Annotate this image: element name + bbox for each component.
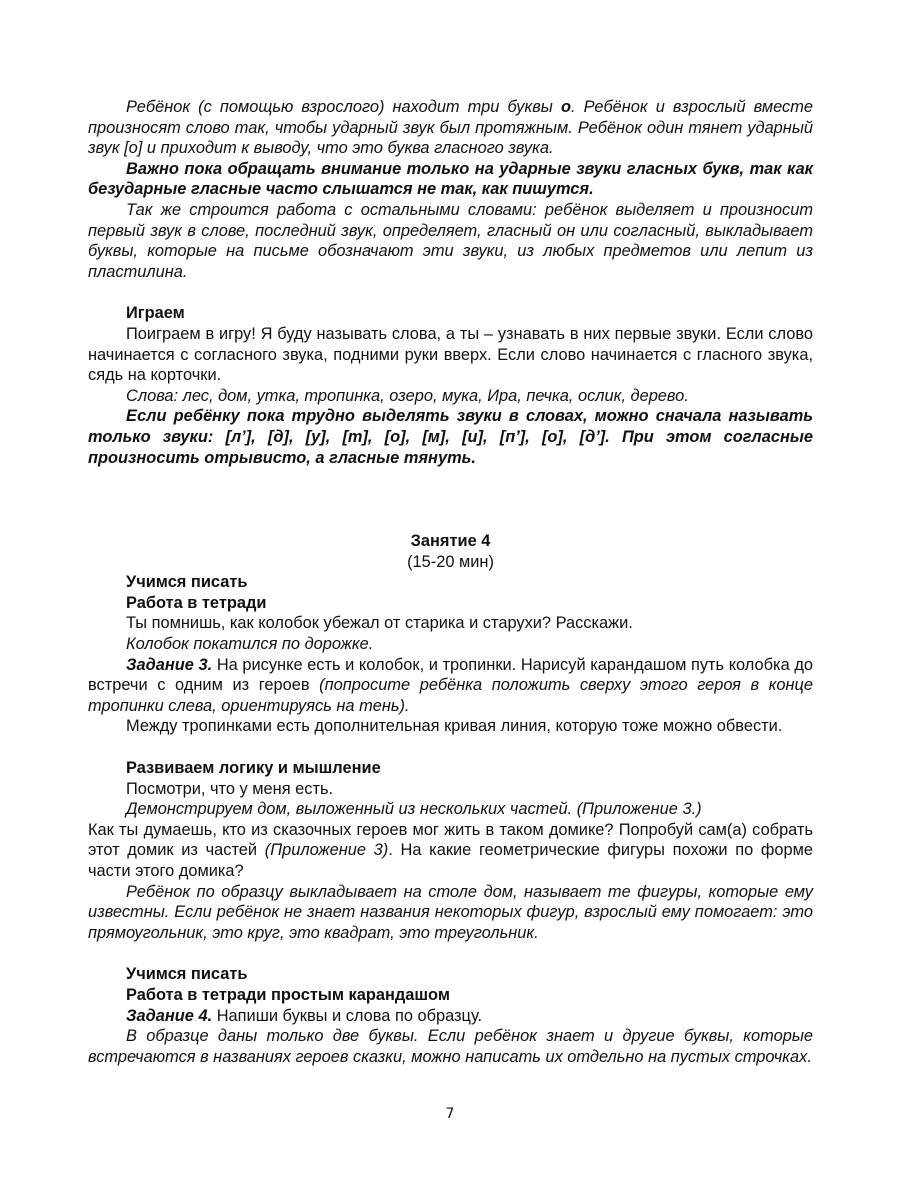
lesson-duration: (15-20 мин)	[407, 552, 494, 571]
paragraph-stress-note: Важно пока обращать внимание только на ударные звуки гласных букв, так как безударные гласные часто слышатся не так, как пишутся.	[88, 159, 813, 199]
paragraph-kolobok-road: Колобок покатился по дорожке.	[126, 635, 374, 654]
page-content	[88, 97, 813, 1067]
paragraph-demonstrate-house: Демонстрируем дом, выложенный из нескольких частей. (Приложение 3.)	[126, 800, 702, 819]
heading-learn-to-write: Учимся писать	[126, 573, 248, 592]
subheading-pencil-work: Работа в тетради простым карандашом	[126, 985, 450, 1004]
paragraph-look: Посмотри, что у меня есть.	[126, 779, 334, 798]
paragraph-extra-line: Между тропинками есть дополнительная кривая линия, которую тоже можно обвести.	[126, 717, 783, 736]
paragraph-word-list: Слова: лес, дом, утка, тропинка, озеро, мука, Ира, печка, ослик, дерево.	[126, 386, 689, 405]
subheading-notebook-work: Работа в тетради	[126, 593, 267, 612]
paragraph-task-3: Задание 3. На рисунке есть и колобок, и тропинки. Нарисуй карандашом путь колобка до встречи с одним из героев (попросите ребёнка положить сверху этого героя в конце тропинки слева, ориентируясь на тень).	[88, 655, 814, 715]
lesson-title: Занятие 4	[410, 532, 491, 551]
paragraph-play-instructions: Поиграем в игру! Я буду называть слова, а ты – узнавать в них первые звуки. Если слово начинается с согласного звука, подними руки вверх. Если слово начинается с гласного звука, сядь на корточки.	[88, 324, 813, 385]
heading-learn-to-write-2: Учимся писать	[126, 965, 248, 984]
page-number: 7	[445, 1106, 455, 1122]
paragraph-house-question: Как ты думаешь, кто из сказочных героев мог жить в таком домике? Попробуй сам(а) собрать этот домик из частей (Приложение 3). На какие геометрические фигуры похожи по форме части этого домика?	[88, 820, 813, 880]
heading-logic: Развиваем логику и мышление	[126, 759, 381, 778]
paragraph-sample-letters: В образце даны только две буквы. Если ребёнок знает и другие буквы, которые встречаются в названиях героев сказки, можно написать их отдельно на пустых строчках.	[88, 1027, 813, 1066]
paragraph-other-words: Так же строится работа с остальными словами: ребёнок выделяет и произносит первый звук в слове, последний звук, определяет, гласный он или согласный, выкладывает буквы, которые на письме обозначают эти звуки, из любых предметов или лепит из пластилина.	[88, 200, 813, 281]
paragraph-kolobok-question: Ты помнишь, как колобок убежал от старика и старухи? Расскажи.	[126, 614, 633, 633]
paragraph-shapes: Ребёнок по образцу выкладывает на столе дом, называет те фигуры, которые ему известны. Если ребёнок не знает названия некоторых фигур, взрослый ему помогает: это прямоугольник, это круг, это квадрат, это треугольник.	[88, 882, 813, 942]
paragraph-task-4: Задание 4. Напиши буквы и слова по образцу.	[126, 1006, 483, 1025]
paragraph-sounds-hint: Если ребёнку пока трудно выделять звуки в словах, можно сначала называть только звуки: [л’], [д], [у], [т], [о], [м], [и], [п’], [о], [д’]. При этом согласные произносить отрывисто, а гласные тянуть.	[88, 407, 813, 467]
heading-play: Играем	[126, 304, 185, 323]
paragraph-child-finds-letters: Ребёнок (с помощью взрослого) находит три буквы о. Ребёнок и взрослый вместе произносят слово так, чтобы ударный звук был протяжным. Ребёнок один тянет ударный звук [о] и приходит к выводу, что это буква гласного звука.	[88, 98, 813, 158]
